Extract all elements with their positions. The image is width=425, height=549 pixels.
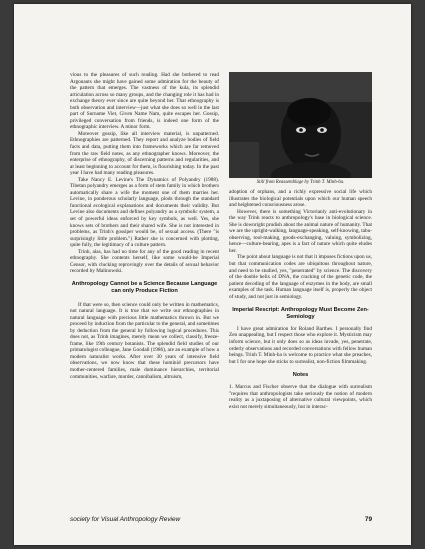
right-paragraph-2: However, there is something Victorianly anti-evolutionary in the way Trinh reacts to anthropology's base in biological science. She is downright prudish about the animal nature of humanity. That we are the upright-walking, language-speaking, self-knowing, tabu-observing, tool-making, goods-exchanging, valuing, symbolizing, hence—culture-bearing, apes is a fact of nature which quite eludes her. bbox=[229, 208, 372, 254]
right-paragraph-4: I have great admiration for Roland Barthes. I personally find Zen unappealing, but I respect those who explore it. Mysticism may inform science, but it only does so as ideas invade, yes, penetrate, orderly observations and recorded conversations with fellow human beings. Trinh T. Minh-ha is welcome to practice what she preaches, but I for one hope she sticks to surrealist, non-fiction filmmaking. bbox=[229, 325, 372, 365]
document-page bbox=[14, 4, 411, 545]
left-paragraph-5: If that were so, then science could only be written in mathematics, not natural language. It is true that we write our ethnographies in natural language with precious little mathematics thrown in. But we proceed by induction from the particular to the general, and sometimes by deduction from the general by following logical procedures. This does not, as Trinh imagines, merely mean we collect, classify, freeze-frame, like 19th century botanists. The splendid field studies of our primatologist colleague, Jane Goodall (1986), are an example of how a modern naturalist works. After over 30 years of intensive field observations, we now know that these hominid precursors have mother-centered families, male dominance hierarchies, territorial communities, warfare, murder, cannibalism, altruism, bbox=[70, 301, 219, 380]
right-paragraph-3: The point about language is not that it imposes fictions upon us, but that communication codes are ubiquitous throughout nature, and need to be studied, yes, "penetrated" by science. The discovery of the double helix of DNA, the cracking of the genetic code, the patient decoding of the language of enzymes in the body, are small examples of the task. Human language itself is, properly the object of study, and not just in semiology. bbox=[229, 254, 372, 300]
section-heading-rescript: Imperial Rescript: Anthropology Must Become Zen-Semiology bbox=[232, 307, 369, 321]
page-number: 79 bbox=[364, 516, 372, 523]
left-paragraph-1: vious to the pleasures of such reading. Had she bothered to read Argonauts she might have gained some admiration for the beauty of the pattern that emerges. The vastness of the kula, its splendid articulation across so many groups, and the changing role it has had in exchange theory ever since are quite beyond her. That ethnography is both observation and interview—just what she does so well in the last part of Surname Viet, Given Name Nam, quite escapes her. Gossip, privileged conversation from friends, is indeed one form of the ethnographic interview. A minor form. bbox=[70, 72, 219, 131]
notes-list bbox=[229, 384, 372, 410]
journal-title: society for Visual Anthropology Review bbox=[70, 516, 181, 523]
film-still-image bbox=[229, 72, 372, 178]
note-1: 1. Marcus and Fischer observe that the dialogue with surrealism "requires that anthropologists take seriously the notion of modern reality as a juxtaposing of alternative cultural viewpoints, which exist not merely simultaneously, but in interac- bbox=[229, 383, 372, 410]
left-paragraph-2: Moreover gossip, like all interview material, is unpatterned. Ethnographies are patterned. They report and analyze bodies of field facts and data, putting them into frameworks which are far removed from the raw field notes, as any ethnographer knows. Moreover, the enterprise of ethnography, of discerning patterns and regularities, and at least beginning to account for them, is flourishing today. In the past year I have had many reading pleasures. bbox=[70, 130, 219, 177]
right-column bbox=[229, 72, 372, 410]
page-footer bbox=[70, 516, 372, 523]
left-column bbox=[70, 72, 219, 380]
photo-caption: Still from Reassemblage by Trinh T. Minh-ha. bbox=[256, 180, 345, 185]
film-still-photo bbox=[229, 72, 372, 178]
left-paragraph-3: Take Nancy E. Levine's The Dynamics of Polyandry (1988). Tibetan polyandry emerges as a form of stem family in which brothers automatically share a wife the moment one of them marries her. Levine, in ponderous scholarly language, plods through the standard functional ecological explanations and documents their validity. But Levine also documents and defines polyandry as a symbolic system, a set of powerful ideas enforced by key symbols, as well. Yes, she knows sets of brothers and their shared wife. She is not interested in problems, as Trinh's gossiper would be, of sexual access. (There "is surprisingly little problem.") Rather she is concerned with plotting, quite fully, the legitimacy of a culture pattern. bbox=[70, 176, 219, 249]
left-paragraph-4: Trinh, alas, has had no time for any of the good reading in recent ethnography. She contents herself, like some would-be Imperial Censor, with clucking reprovingly over the details of sexual behavior recorded by Malinowski. bbox=[70, 248, 219, 275]
right-paragraph-1: adoption of orphans, and a richly expressive social life which illustrates the biological potentials upon which our human speech and heightened consciousness arose. bbox=[229, 189, 372, 209]
section-heading-science: Anthropology Cannot be a Science Because Language can only Produce Fiction bbox=[71, 280, 218, 294]
notes-heading: Notes bbox=[292, 372, 309, 379]
